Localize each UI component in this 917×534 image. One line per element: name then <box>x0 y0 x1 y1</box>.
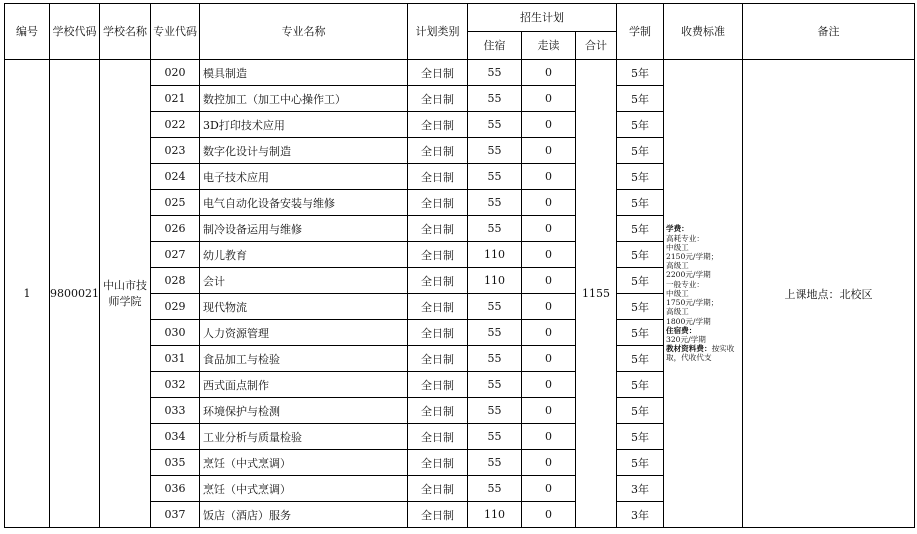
plan-type-cell: 全日制 <box>408 346 468 372</box>
fee-tuition-line: 中级工 <box>666 242 689 252</box>
remarks-cell: 上课地点：北校区 <box>743 60 915 528</box>
duration-cell: 5年 <box>617 112 664 138</box>
day-cell: 0 <box>522 268 576 294</box>
major-name-cell: 现代物流 <box>200 294 408 320</box>
plan-type-cell: 全日制 <box>408 164 468 190</box>
header-duration: 学制 <box>617 4 664 60</box>
fee-tuition-line: 1800元/学期 <box>666 316 711 326</box>
major-code-cell: 028 <box>151 268 200 294</box>
enrollment-table-container <box>4 3 915 528</box>
school-name-cell: 中山市技师学院 <box>100 60 151 528</box>
duration-cell: 5年 <box>617 190 664 216</box>
boarding-cell: 55 <box>468 86 522 112</box>
day-cell: 0 <box>522 242 576 268</box>
header-plan-type: 计划类别 <box>408 4 468 60</box>
fee-tuition-line: 高级工 <box>666 307 689 317</box>
header-remarks: 备注 <box>743 4 915 60</box>
fee-material-value: 按实收取，代收代支 <box>666 344 735 363</box>
major-name-cell: 饭店（酒店）服务 <box>200 502 408 528</box>
major-code-cell: 027 <box>151 242 200 268</box>
plan-type-cell: 全日制 <box>408 190 468 216</box>
duration-cell: 5年 <box>617 216 664 242</box>
major-name-cell: 工业分析与质量检验 <box>200 424 408 450</box>
fee-tuition-line: 中级工 <box>666 288 689 298</box>
major-name-cell: 幼儿教育 <box>200 242 408 268</box>
plan-type-cell: 全日制 <box>408 424 468 450</box>
header-fee-standard: 收费标准 <box>664 4 743 60</box>
major-code-cell: 025 <box>151 190 200 216</box>
boarding-cell: 55 <box>468 60 522 86</box>
table-header <box>5 4 915 60</box>
boarding-cell: 55 <box>468 476 522 502</box>
header-total: 合计 <box>576 32 617 60</box>
duration-cell: 3年 <box>617 502 664 528</box>
boarding-cell: 55 <box>468 424 522 450</box>
plan-type-cell: 全日制 <box>408 138 468 164</box>
boarding-cell: 55 <box>468 346 522 372</box>
fee-tuition-label: 学费： <box>666 224 689 234</box>
day-cell: 0 <box>522 502 576 528</box>
header-major-code: 专业代码 <box>151 4 200 60</box>
boarding-cell: 110 <box>468 502 522 528</box>
major-name-cell: 电气自动化设备安装与维修 <box>200 190 408 216</box>
major-code-cell: 021 <box>151 86 200 112</box>
duration-cell: 5年 <box>617 60 664 86</box>
duration-cell: 5年 <box>617 320 664 346</box>
header-school-code: 学校代码 <box>50 4 100 60</box>
major-name-cell: 数控加工（加工中心操作工） <box>200 86 408 112</box>
header-major-name: 专业名称 <box>200 4 408 60</box>
school-no-cell: 1 <box>5 60 50 528</box>
fee-tuition-line: 一般专业： <box>666 279 704 289</box>
day-cell: 0 <box>522 372 576 398</box>
plan-type-cell: 全日制 <box>408 398 468 424</box>
fee-standard-cell <box>664 60 743 528</box>
day-cell: 0 <box>522 476 576 502</box>
major-name-cell: 烹饪（中式烹调） <box>200 450 408 476</box>
day-cell: 0 <box>522 398 576 424</box>
fee-tuition-line: 2150元/学期； <box>666 252 719 262</box>
boarding-cell: 55 <box>468 138 522 164</box>
duration-cell: 5年 <box>617 346 664 372</box>
plan-type-cell: 全日制 <box>408 242 468 268</box>
plan-type-cell: 全日制 <box>408 502 468 528</box>
plan-type-cell: 全日制 <box>408 320 468 346</box>
day-cell: 0 <box>522 138 576 164</box>
day-cell: 0 <box>522 60 576 86</box>
major-name-cell: 西式面点制作 <box>200 372 408 398</box>
fee-dorm-label: 住宿费： <box>666 325 697 335</box>
boarding-cell: 55 <box>468 372 522 398</box>
major-name-cell: 制冷设备运用与维修 <box>200 216 408 242</box>
plan-type-cell: 全日制 <box>408 372 468 398</box>
major-name-cell: 会计 <box>200 268 408 294</box>
day-cell: 0 <box>522 164 576 190</box>
boarding-cell: 110 <box>468 242 522 268</box>
boarding-cell: 55 <box>468 320 522 346</box>
duration-cell: 5年 <box>617 268 664 294</box>
major-code-cell: 020 <box>151 60 200 86</box>
total-cell: 1155 <box>576 60 617 528</box>
boarding-cell: 55 <box>468 398 522 424</box>
duration-cell: 5年 <box>617 138 664 164</box>
major-code-cell: 037 <box>151 502 200 528</box>
day-cell: 0 <box>522 112 576 138</box>
header-day: 走读 <box>522 32 576 60</box>
fee-material-line <box>666 344 740 362</box>
header-school-name: 学校名称 <box>100 4 151 60</box>
major-code-cell: 032 <box>151 372 200 398</box>
duration-cell: 5年 <box>617 398 664 424</box>
major-name-cell: 3D打印技术应用 <box>200 112 408 138</box>
header-boarding: 住宿 <box>468 32 522 60</box>
plan-type-cell: 全日制 <box>408 86 468 112</box>
duration-cell: 5年 <box>617 450 664 476</box>
major-name-cell: 数字化设计与制造 <box>200 138 408 164</box>
header-enroll-plan: 招生计划 <box>468 4 617 32</box>
major-code-cell: 030 <box>151 320 200 346</box>
boarding-cell: 55 <box>468 216 522 242</box>
major-code-cell: 026 <box>151 216 200 242</box>
day-cell: 0 <box>522 86 576 112</box>
day-cell: 0 <box>522 450 576 476</box>
plan-type-cell: 全日制 <box>408 476 468 502</box>
major-code-cell: 031 <box>151 346 200 372</box>
duration-cell: 5年 <box>617 294 664 320</box>
day-cell: 0 <box>522 320 576 346</box>
major-code-cell: 035 <box>151 450 200 476</box>
table-row <box>5 60 915 86</box>
header-no: 编号 <box>5 4 50 60</box>
day-cell: 0 <box>522 346 576 372</box>
fee-tuition-line: 高耗专业： <box>666 233 704 243</box>
day-cell: 0 <box>522 424 576 450</box>
duration-cell: 5年 <box>617 372 664 398</box>
duration-cell: 5年 <box>617 424 664 450</box>
major-name-cell: 电子技术应用 <box>200 164 408 190</box>
major-code-cell: 024 <box>151 164 200 190</box>
fee-tuition-line: 1750元/学期； <box>666 298 719 308</box>
fee-tuition-line: 高级工 <box>666 261 689 271</box>
duration-cell: 5年 <box>617 164 664 190</box>
enrollment-plan-table <box>4 3 915 528</box>
day-cell: 0 <box>522 216 576 242</box>
boarding-cell: 55 <box>468 112 522 138</box>
duration-cell: 5年 <box>617 86 664 112</box>
fee-tuition-line: 2200元/学期 <box>666 270 711 280</box>
plan-type-cell: 全日制 <box>408 216 468 242</box>
plan-type-cell: 全日制 <box>408 294 468 320</box>
major-name-cell: 食品加工与检验 <box>200 346 408 372</box>
plan-type-cell: 全日制 <box>408 450 468 476</box>
boarding-cell: 110 <box>468 268 522 294</box>
plan-type-cell: 全日制 <box>408 268 468 294</box>
major-name-cell: 烹饪（中式烹调） <box>200 476 408 502</box>
duration-cell: 5年 <box>617 242 664 268</box>
boarding-cell: 55 <box>468 294 522 320</box>
major-name-cell: 环境保护与检测 <box>200 398 408 424</box>
duration-cell: 3年 <box>617 476 664 502</box>
major-name-cell: 人力资源管理 <box>200 320 408 346</box>
plan-type-cell: 全日制 <box>408 112 468 138</box>
major-name-cell: 模具制造 <box>200 60 408 86</box>
boarding-cell: 55 <box>468 190 522 216</box>
major-code-cell: 029 <box>151 294 200 320</box>
major-code-cell: 033 <box>151 398 200 424</box>
boarding-cell: 55 <box>468 450 522 476</box>
table-body <box>5 60 915 528</box>
major-code-cell: 036 <box>151 476 200 502</box>
fee-material-label: 教材资料费： <box>666 344 712 354</box>
major-code-cell: 034 <box>151 424 200 450</box>
plan-type-cell: 全日制 <box>408 60 468 86</box>
day-cell: 0 <box>522 294 576 320</box>
day-cell: 0 <box>522 190 576 216</box>
school-code-cell: 9800021 <box>50 60 100 528</box>
major-code-cell: 023 <box>151 138 200 164</box>
boarding-cell: 55 <box>468 164 522 190</box>
fee-dorm-value: 320元/学期 <box>666 334 706 344</box>
major-code-cell: 022 <box>151 112 200 138</box>
